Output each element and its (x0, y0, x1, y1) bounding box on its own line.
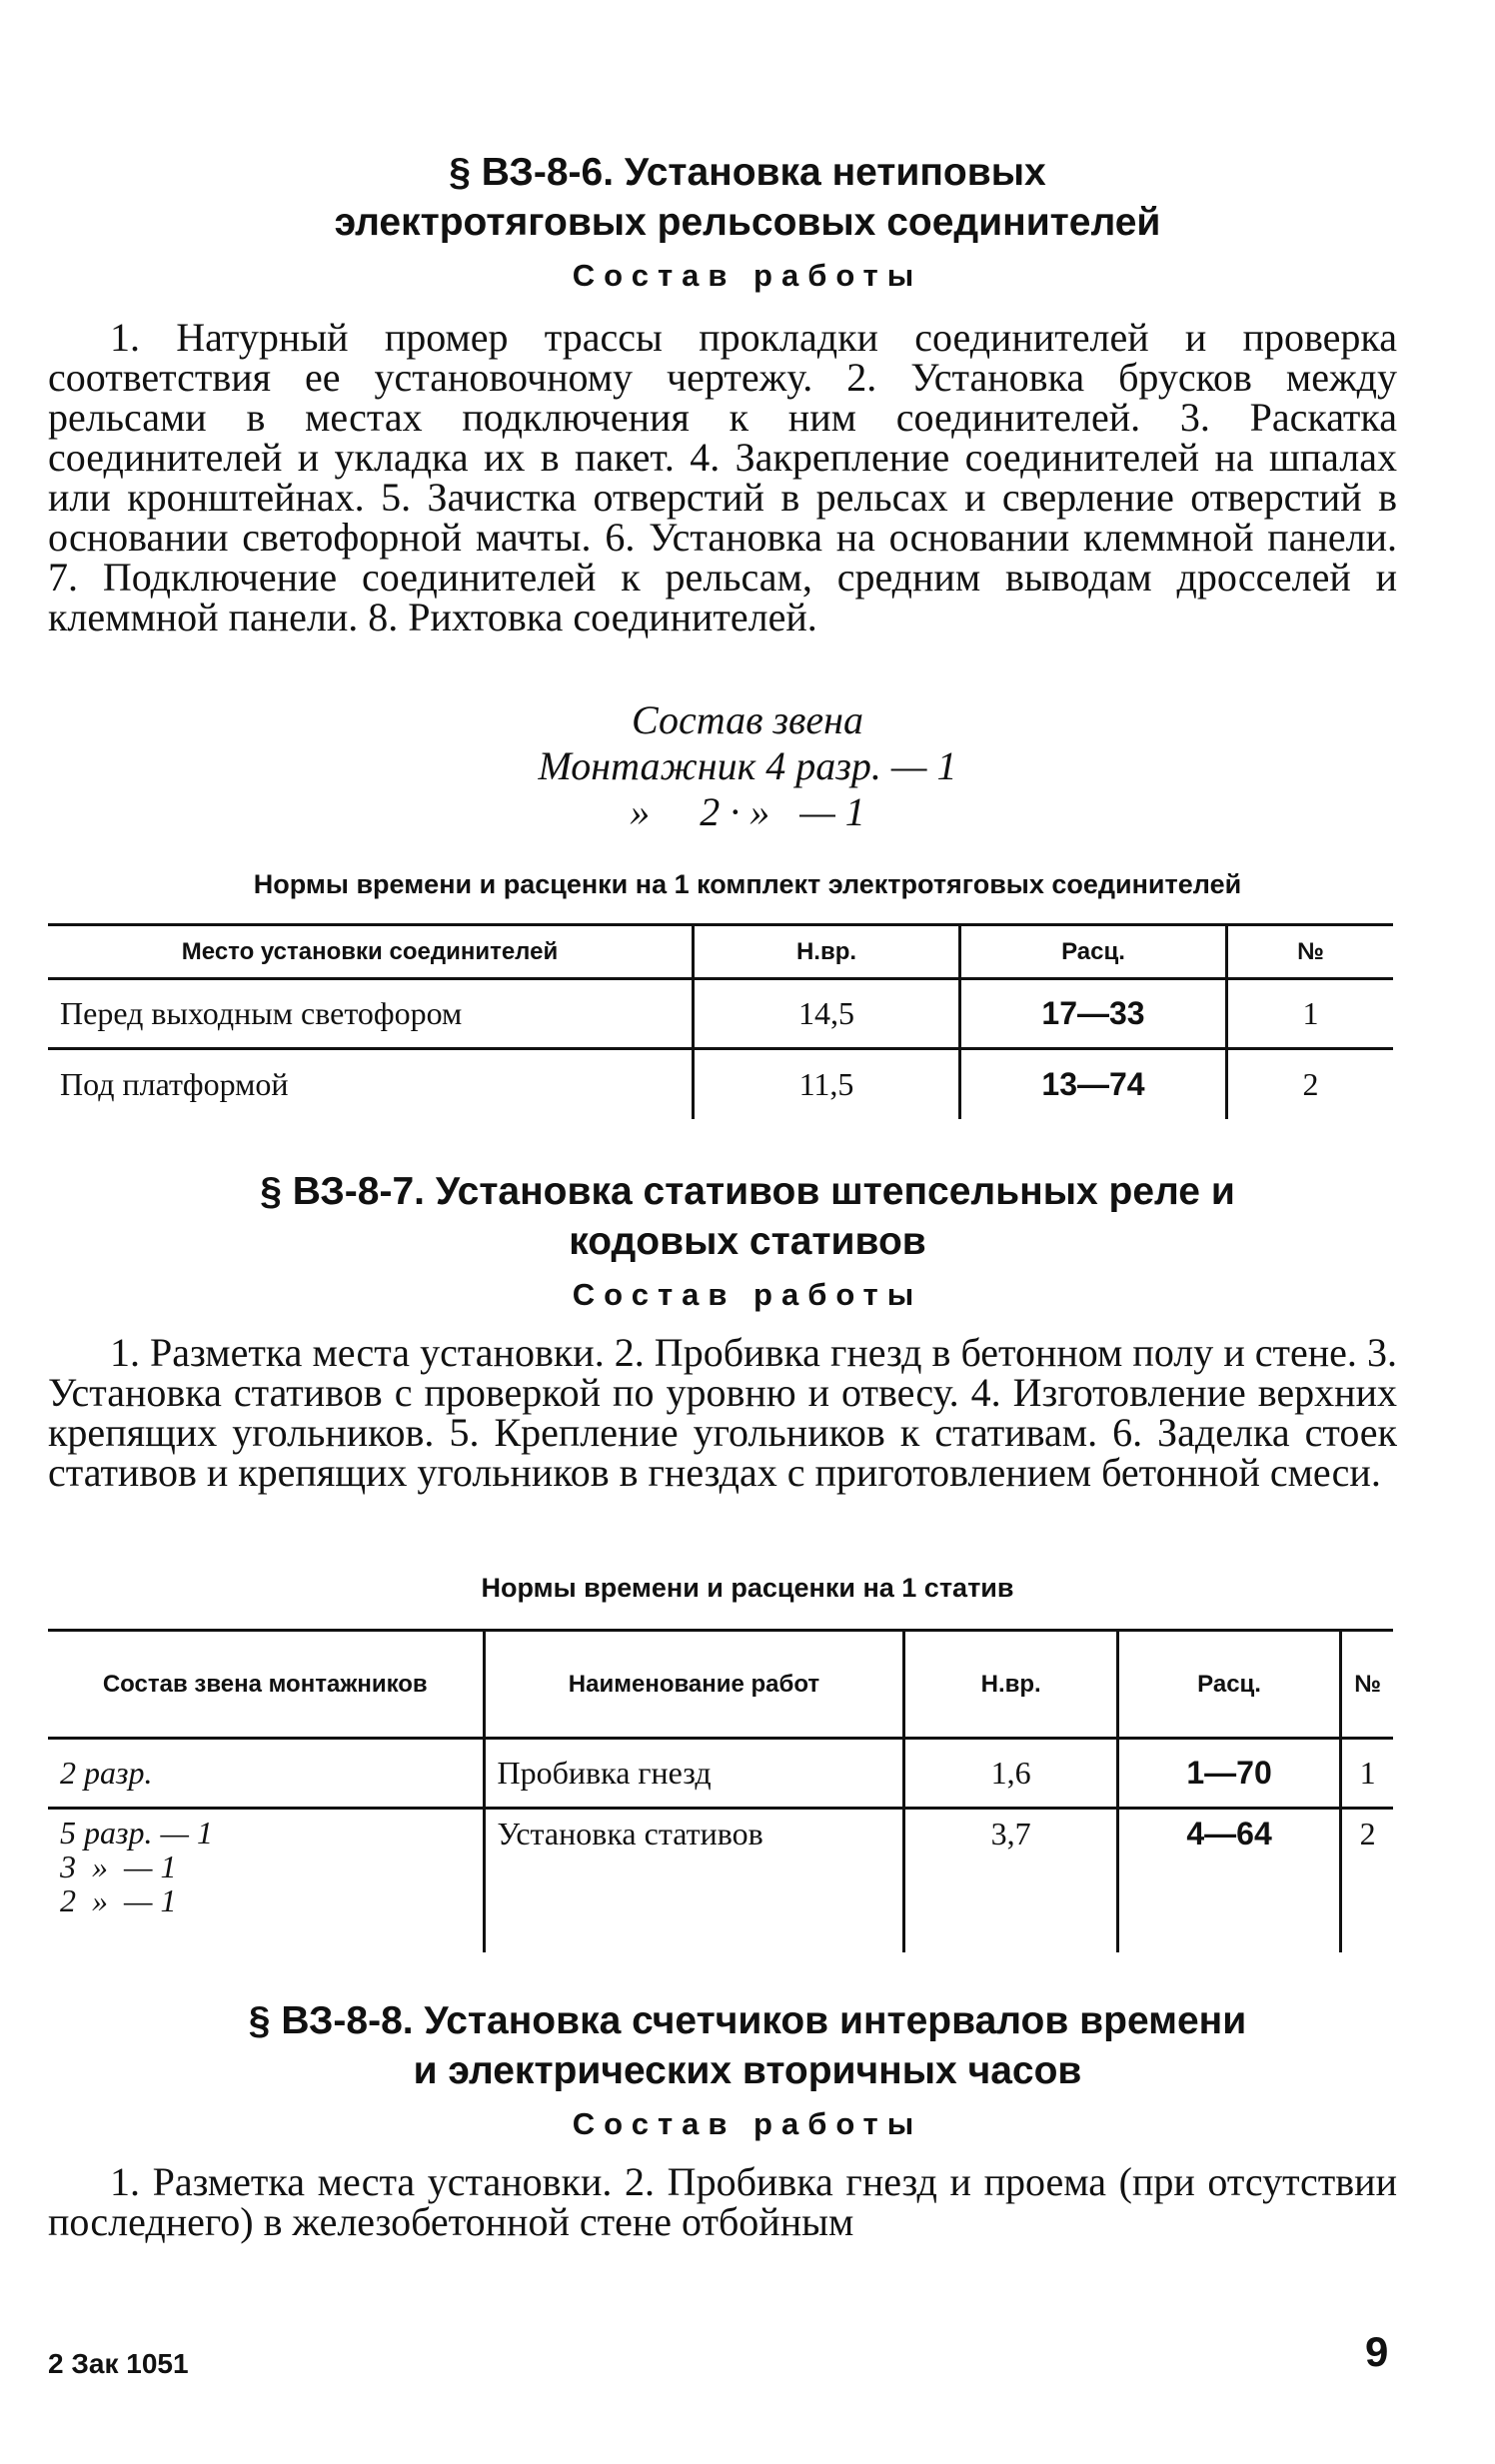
table-1-caption: Нормы времени и расценки на 1 комплект электротяговых соединителей (253, 869, 1242, 899)
section-title-3-line-2: и электрических вторичных часов (413, 2049, 1082, 2092)
table-row (48, 979, 1393, 1049)
section-2-text: 1. Разметка места установки. 2. Пробивка гнезд в бетонном полу и стене. 3. Установка стативов с проверкой по уровню и отвесу. 4. Изготовление верхних крепящих угольников. 5. Крепление угольников к стативам. 6. Заделка стоек стативов и крепящих угольников в гнездах с приготовлением бетонной смеси. (48, 1330, 1397, 1495)
cell-nvr: 1,6 (904, 1739, 1117, 1809)
crew-line-1: Монтажник 4 разр. — 1 (538, 743, 957, 788)
section-title-1-line-2: электротяговых рельсовых соединителей (334, 201, 1161, 244)
header-place: Место установки соединителей (181, 937, 559, 965)
cell-rasc: 4—64 (1117, 1809, 1340, 1952)
table-2-caption: Нормы времени и расценки на 1 статив (481, 1573, 1014, 1603)
cell-work: Пробивка гнезд (484, 1739, 904, 1809)
section-1-text: 1. Натурный промер трассы прокладки соединителей и проверка соответствия ее установочному чертежу. 2. Установка брусков между рельсами в местах подключения к ним соединителей. 3. Раскатка соединителей и укладка их в пакет. 4. Закрепление соединителей на шпалах или кронштейнах. 5. Зачистка отверстий в рельсах и сверление отверстий в основании светофорной мачты. 6. Установка на основании клеммной панели. 7. Подключение соединителей к рельсам, средним выводам дросселей и клеммной панели. 8. Рихтовка соединителей. (48, 315, 1397, 639)
section-title-3 (0, 1996, 1495, 2096)
crew-line: 3 » — 1 (60, 1848, 177, 1884)
cell-work: Установка стативов (484, 1809, 904, 1952)
table-row (48, 1739, 1393, 1809)
crew-line: 2 » — 1 (60, 1882, 177, 1918)
cell-rasc: 13—74 (960, 1049, 1227, 1119)
section-title-1-line-1: § ВЗ-8-6. Установка нетиповых (449, 151, 1046, 194)
cell-rasc: 17—33 (960, 979, 1227, 1049)
cell-number: 1 (1227, 979, 1394, 1049)
page-number: 9 (1365, 2328, 1389, 2375)
header-rasc: Расц. (960, 925, 1227, 979)
norms-table-2 (48, 1629, 1393, 1952)
section-1-subtitle: Состав работы (572, 258, 923, 293)
section-title-2 (0, 1167, 1495, 1267)
crew-block (0, 697, 1495, 835)
cell-rasc: 1—70 (1117, 1739, 1340, 1809)
cell-nvr: 3,7 (904, 1809, 1117, 1952)
section-2-subtitle: Состав работы (572, 1277, 923, 1312)
cell-place: Под платформой (60, 1065, 289, 1102)
cell-number: 2 (1341, 1809, 1393, 1952)
cell-crew (48, 1739, 484, 1809)
section-title-2-line-1: § ВЗ-8-7. Установка стативов штепсельных реле и (260, 1170, 1235, 1213)
table-row (48, 1049, 1393, 1119)
cell-number: 1 (1341, 1739, 1393, 1809)
cell-place: Перед выходным светофором (60, 995, 463, 1031)
header-nvr: Н.вр. (694, 925, 960, 979)
norms-table-1 (48, 923, 1393, 1119)
table-header-row (48, 925, 1393, 979)
header-work: Наименование работ (484, 1631, 904, 1739)
table-row (48, 1809, 1393, 1952)
header-crew: Состав звена монтажников (102, 1670, 428, 1698)
crew-line-2: » 2 · » — 1 (630, 789, 865, 834)
section-3-subtitle: Состав работы (572, 2106, 923, 2141)
section-3-text: 1. Разметка места установки. 2. Пробивка гнезд и проема (при отсутствии последнего) в железобетонной стене отбойным (48, 2159, 1397, 2244)
header-nvr: Н.вр. (904, 1631, 1117, 1739)
header-number: № (1341, 1631, 1393, 1739)
header-number: № (1227, 925, 1394, 979)
table-header-row (48, 1631, 1393, 1739)
header-rasc: Расц. (1117, 1631, 1340, 1739)
footer-order-number: 2 Зак 1051 (48, 2348, 189, 2379)
crew-line: 5 разр. — 1 (60, 1815, 213, 1850)
cell-nvr: 14,5 (694, 979, 960, 1049)
section-title-3-line-1: § ВЗ-8-8. Установка счетчиков интервалов времени (248, 1999, 1247, 2042)
cell-number: 2 (1227, 1049, 1394, 1119)
crew-title: Состав звена (631, 697, 863, 742)
section-title-1 (0, 148, 1495, 248)
crew-line: 2 разр. (60, 1755, 153, 1791)
section-title-2-line-2: кодовых стативов (569, 1220, 926, 1263)
cell-crew (48, 1809, 484, 1952)
cell-nvr: 11,5 (694, 1049, 960, 1119)
